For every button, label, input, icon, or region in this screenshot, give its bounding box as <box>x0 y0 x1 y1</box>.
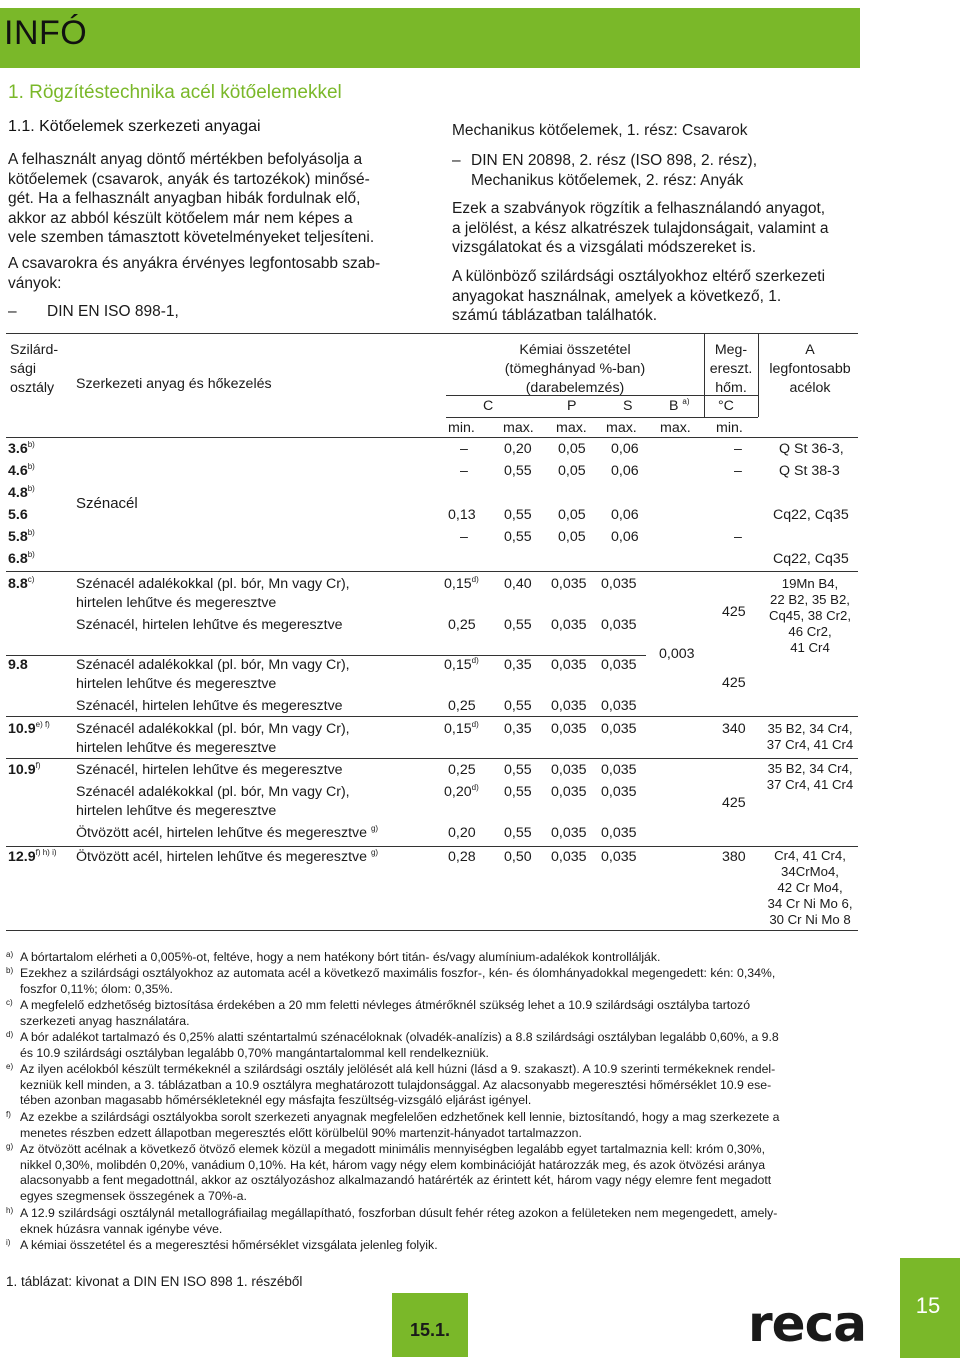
strength-class <box>8 528 35 547</box>
text-line: Az ezekbe a szilárdsági osztályokba sorolt szerkezeti anyagnak megfelelően edzhetőnek kell lennie, biztosítandó, hogy a mag szerkezete a <box>20 1110 780 1124</box>
cell-material: Szénacél, hirtelen lehűtve és megeresztve <box>76 698 343 714</box>
header-max: max. <box>503 420 534 436</box>
footnote-mark: a) <box>6 950 14 959</box>
header-line: sági <box>10 361 37 377</box>
cell-material <box>76 824 378 843</box>
text-line: A kémiai összetétel és a megeresztési hőmérséklet vizsgálata jelenleg folyik. <box>20 1238 438 1252</box>
text-line: szerkezeti anyag használatára. <box>20 1013 190 1028</box>
dash-item: – <box>8 303 17 320</box>
footnote-ref: b) <box>27 528 35 537</box>
header-bar <box>0 8 860 68</box>
cell-s-max: 0,035 <box>601 762 637 778</box>
cell-steels: Q St 38-3 <box>779 463 840 479</box>
header-max: max. <box>660 420 691 436</box>
text-line: hirtelen lehűtve és megeresztve <box>76 595 277 611</box>
header-max: max. <box>556 420 587 436</box>
cell-s-max: 0,035 <box>601 721 637 737</box>
table-rule <box>758 333 759 417</box>
text-line: A megfelelő edzhetőség biztosítása érdekében a 20 mm feletti névleges átmérőknél szükség lehet a 10.9 szilárdsági osztályba tartozó <box>20 998 751 1012</box>
table-rule <box>6 758 858 759</box>
cell-material <box>76 656 350 694</box>
text-line: Az ötvözött acélnak a következő ötvöző elemek közül a megadott minimális mennyiségben legalább egyet tartalmaznia kell: króm 0,30%, <box>20 1142 766 1156</box>
class-value: 10.9 <box>8 721 36 737</box>
cell-p-max: 0,035 <box>551 698 587 714</box>
header-line: hőm. <box>715 380 747 396</box>
text-line: A felhasznált anyag döntő mértékben befolyásolja a <box>8 151 363 168</box>
value: Ötvözött acél, hirtelen lehűtve és megeresztve <box>76 825 367 841</box>
footnote-mark: f) <box>6 1110 11 1119</box>
cell-s-max: 0,06 <box>611 463 639 479</box>
cell-c-max: 0,55 <box>504 507 532 523</box>
text-line: ványok: <box>8 274 62 292</box>
class-value: 3.6 <box>8 441 28 457</box>
value: Ötvözött acél, hirtelen lehűtve és megeresztve <box>76 849 367 865</box>
value: 0,15 <box>444 657 472 673</box>
value: 0,15 <box>444 576 472 592</box>
cell-steels <box>762 576 858 656</box>
header-material: Szerkezeti anyag és hőkezelés <box>76 376 272 392</box>
cell-material: Szénacél, hirtelen lehűtve és megeresztve <box>76 617 343 633</box>
cell-p-max: 0,05 <box>558 441 586 457</box>
text-line: Az ilyen acélokból készült termékeknél a szilárdsági osztály jelölését alá kell húzni (lásd a 9. szakaszt). A 10.9 szerinti termékeknek rendel- <box>20 1062 776 1076</box>
cell-c-max: 0,55 <box>504 784 532 800</box>
footnote-ref: b) <box>27 440 35 449</box>
value: 0,20 <box>444 784 472 800</box>
text-line: a jelölést, a kész alkatrészek tulajdonságait, valamint a <box>452 219 829 237</box>
class-value: 12.9 <box>8 849 36 865</box>
cell-s-max: 0,06 <box>611 529 639 545</box>
header-degrees: °C <box>718 398 734 414</box>
footnote-ref: d) <box>471 656 479 665</box>
class-value: 9.8 <box>8 657 28 673</box>
text-line: 19Mn B4, <box>781 576 839 591</box>
text-line: egyes szegmensek összegének a 70%-a. <box>20 1188 247 1203</box>
cell-material <box>76 720 350 758</box>
cell-s-max: 0,035 <box>601 657 637 673</box>
strength-class <box>8 575 34 594</box>
table-rule <box>6 571 858 572</box>
text-line: 37 Cr4, 41 Cr4 <box>766 777 854 792</box>
footnote-ref: d) <box>471 783 479 792</box>
text-line: Szénacél adalékokkal (pl. bór, Mn vagy Cr), <box>76 657 350 673</box>
header-min: min. <box>448 420 475 436</box>
cell-p-max: 0,05 <box>558 507 586 523</box>
cell-c-min <box>444 656 479 675</box>
text-line: eknek húzásra vannak igénybe véve. <box>20 1221 223 1236</box>
header-line: legfontosabb <box>769 361 851 377</box>
strength-class <box>8 761 41 780</box>
footnote-mark: c) <box>6 998 13 1007</box>
standard-din-en-iso-898-1: DIN EN ISO 898-1, <box>47 303 179 320</box>
cell-steels <box>762 721 858 753</box>
header-b <box>669 397 690 416</box>
cell-p-max: 0,035 <box>551 784 587 800</box>
footnote-ref: c) <box>27 575 35 584</box>
text-line: A csavarokra és anyákra érvényes legfontosabb szab- <box>8 255 381 272</box>
header-strength-class <box>10 341 58 398</box>
table-rule <box>6 930 858 931</box>
header-line: acélok <box>789 380 831 396</box>
cell-c-min: 0,20 <box>448 825 476 841</box>
text-line: hirtelen lehűtve és megeresztve <box>76 740 277 756</box>
footnote-ref: d) <box>471 575 479 584</box>
footnote-mark: b) <box>6 966 14 975</box>
table-caption: 1. táblázat: kivonat a DIN EN ISO 898 1. részéből <box>6 1274 303 1289</box>
cell-p-max: 0,035 <box>551 849 587 865</box>
cell-c-min: – <box>460 441 468 457</box>
page-number: 15 <box>915 1293 941 1318</box>
cell-s-max: 0,035 <box>601 849 637 865</box>
class-value: 5.6 <box>8 507 28 523</box>
text-line: A bórtartalom elérheti a 0,005%-ot, feltéve, hogy a nem hatékony bórt titán- és/vagy alumínium-adalékok kontrollálják. <box>20 950 661 964</box>
cell-s-max: 0,06 <box>611 441 639 457</box>
text-line: hirtelen lehűtve és megeresztve <box>76 803 277 819</box>
text-line: Cr4, 41 Cr4, <box>774 848 846 863</box>
text-line: Szénacél adalékokkal (pl. bór, Mn vagy Cr), <box>76 721 350 737</box>
text-line: és 10.9 szilárdsági osztályban legalább 0,70% mangántartalommal kell rendelkezniük. <box>20 1045 489 1060</box>
text-line: nikkel 0,30%, molibdén 0,20%, vanádium 0,10%. Ha két, három vagy négy elem kombinációját határozzák meg, és azok ötvözési aránya <box>20 1157 766 1172</box>
cell-steels <box>762 848 858 928</box>
footnote-ref: g) <box>370 848 379 857</box>
cell-c-max: 0,20 <box>504 441 532 457</box>
text-line: akkor az abból készült kötőelem már nem képes a <box>8 209 353 227</box>
cell-c-min: 0,28 <box>448 849 476 865</box>
cell-material <box>76 783 350 821</box>
cell-c-min <box>444 783 479 802</box>
text-line: Ezek a szabványok rögzítik a felhasználandó anyagot, <box>452 200 826 217</box>
cell-steels: Cq22, Cq35 <box>773 507 849 523</box>
cell-material: Szénacél, hirtelen lehűtve és megeresztve <box>76 762 343 778</box>
cell-c-min: 0,25 <box>448 698 476 714</box>
cell-c-max: 0,55 <box>504 529 532 545</box>
cell-c-max: 0,35 <box>504 657 532 673</box>
strength-class <box>8 656 28 675</box>
header-tempering-temp <box>704 341 758 398</box>
strength-class <box>8 440 35 459</box>
cell-temp: 340 <box>722 721 746 737</box>
footnote-ref: g) <box>370 824 379 833</box>
table-rule <box>6 333 858 334</box>
cell-steels: Cq22, Cq35 <box>773 551 849 567</box>
strength-class <box>8 506 28 525</box>
cell-c-max: 0,35 <box>504 721 532 737</box>
text-line: 41 Cr4 <box>790 640 830 655</box>
text-line: Mechanikus kötőelemek, 2. rész: Anyák <box>471 171 744 189</box>
reca-logo: reca <box>748 1295 866 1353</box>
standards-paragraph <box>452 199 862 258</box>
cell-temp: 380 <box>722 849 746 865</box>
text-line: A 12.9 szilárdsági osztálynál metallográfiailag megállapítható, foszforban dúsult fehér réteg azokon a felületeken nem megengedett, amely- <box>20 1206 778 1220</box>
cell-s-max: 0,035 <box>601 825 637 841</box>
text-line: A bór adalékot tartalmazó és 0,25% alatti széntartalmú szénacéloknak (olvadék-analízis) a 8.8 szilárdsági osztályban legalább 0,60%, a 9.8 <box>20 1030 779 1044</box>
standard-description: Mechanikus kötőelemek, 1. rész: Csavarok <box>452 122 748 139</box>
footnote-ref: b) <box>27 550 35 559</box>
cell-s-max: 0,06 <box>611 507 639 523</box>
cell-temp: – <box>734 529 742 545</box>
cell-c-max: 0,50 <box>504 849 532 865</box>
dash-item: – <box>452 152 461 169</box>
header-c: C <box>483 398 494 414</box>
cell-material <box>76 848 378 867</box>
cell-c-max: 0,55 <box>504 617 532 633</box>
strength-class <box>8 462 35 481</box>
material-carbon-steel: Szénacél <box>76 495 138 512</box>
header-line: Meg- <box>714 342 748 358</box>
cell-s-max: 0,035 <box>601 576 637 592</box>
header-line: ereszt. <box>709 361 753 377</box>
standards-intro <box>8 254 418 293</box>
class-value: 8.8 <box>8 576 28 592</box>
table-rule <box>446 417 758 418</box>
header-line: (tömeghányad %-ban) <box>504 361 646 377</box>
text-line: vele szemben támasztott követelményeket teljesíteni. <box>8 229 375 246</box>
value: 0,15 <box>444 721 472 737</box>
header-s: S <box>623 398 633 414</box>
class-value: 10.9 <box>8 762 36 778</box>
cell-c-max: 0,55 <box>504 698 532 714</box>
cell-temp: – <box>734 441 742 457</box>
cell-c-min: – <box>460 463 468 479</box>
cell-temp: 425 <box>722 795 746 811</box>
cell-b-max: 0,003 <box>659 646 695 662</box>
intro-paragraph <box>8 150 418 248</box>
cell-steels <box>762 761 858 793</box>
strength-class <box>8 720 50 739</box>
cell-p-max: 0,035 <box>551 825 587 841</box>
cell-p-max: 0,035 <box>551 762 587 778</box>
cell-temp: – <box>734 463 742 479</box>
strength-class <box>8 484 35 503</box>
cell-c-max: 0,55 <box>504 762 532 778</box>
cell-c-max: 0,55 <box>504 825 532 841</box>
table-reference-paragraph <box>452 267 862 326</box>
subsection-title: 1.1. Kötőelemek szerkezeti anyagai <box>8 118 261 135</box>
footnote-mark: i) <box>6 1238 11 1247</box>
cell-s-max: 0,035 <box>601 698 637 714</box>
text-line: anyagokat használnak, amelyek a következő, 1. <box>452 287 782 305</box>
text-line: 34 Cr Ni Mo 6, <box>767 896 853 911</box>
text-line: 37 Cr4, 41 Cr4 <box>766 737 854 752</box>
cell-c-min <box>444 575 479 594</box>
cell-material <box>76 575 350 613</box>
cell-c-max: 0,55 <box>504 463 532 479</box>
footnote-mark: g) <box>6 1142 14 1151</box>
footnote-mark: d) <box>6 1030 14 1039</box>
footnote-ref: a) <box>682 397 690 406</box>
header-p: P <box>567 398 577 414</box>
cell-p-max: 0,035 <box>551 617 587 633</box>
text-line: menetes részben edzett állapotban megeresztés előtt körülbelül 90% martenzit-hányadot tartalmazzon. <box>20 1125 582 1140</box>
class-value: 4.8 <box>8 485 28 501</box>
text-line: Ezekhez a szilárdsági osztályokhoz az automata acél a következő maximális foszfor-, kén- és ólomhányadokkal megengedett: kén: 0,34%, <box>20 966 776 980</box>
text-line: Szénacél adalékokkal (pl. bór, Mn vagy Cr), <box>76 576 350 592</box>
text-line: kezniük kell minden, a 3. táblázatban a 10.9 osztályra meghatározott tulajdonsággal. Az alacsonyabb megeresztési hőmérséklet 10.9 ese- <box>20 1077 772 1092</box>
section-number: 15.1. <box>409 1320 451 1340</box>
footnote-ref: b) <box>27 462 35 471</box>
text-line: gét. Ha a felhasznált anyagban hibák fordulnak elő, <box>8 190 361 207</box>
header-line: A <box>805 342 815 358</box>
header-line: Szilárd- <box>10 342 59 358</box>
cell-temp: 425 <box>722 675 746 691</box>
cell-s-max: 0,035 <box>601 617 637 633</box>
text-line: 34CrMo4, <box>781 864 839 879</box>
strength-class <box>8 848 57 867</box>
table-rule <box>6 716 858 717</box>
text-line: 30 Cr Ni Mo 8 <box>769 912 851 927</box>
header-min: min. <box>716 420 743 436</box>
cell-p-max: 0,05 <box>558 463 586 479</box>
text-line: 35 B2, 34 Cr4, <box>767 721 853 736</box>
header-line: Kémiai összetétel <box>519 342 631 358</box>
text-line: alacsonyabb a fent megadottnál, akkor az osztályozáshoz alkalmazandó határérték az érintett két, három vagy négy elemre fent megadott <box>20 1173 772 1187</box>
strength-class <box>8 550 35 569</box>
standard-din-en-20898 <box>471 151 757 190</box>
text-line: Cq45, 38 Cr2, <box>768 608 852 623</box>
cell-p-max: 0,035 <box>551 721 587 737</box>
footnote-mark: e) <box>6 1062 14 1071</box>
cell-c-min: – <box>460 529 468 545</box>
text-line: DIN EN 20898, 2. rész (ISO 898, 2. rész), <box>471 152 758 169</box>
page-header-title: INFÓ <box>4 14 88 52</box>
class-value: 6.8 <box>8 551 28 567</box>
text-line: vizsgálatokat és a vizsgálati módszereket is. <box>452 239 757 256</box>
header-max: max. <box>606 420 637 436</box>
class-value: 5.8 <box>8 529 28 545</box>
text-line: kötőelemek (csavarok, anyák és tartozékok) minősé- <box>8 170 370 188</box>
cell-s-max: 0,035 <box>601 784 637 800</box>
text-line: 22 B2, 35 B2, <box>770 592 850 607</box>
cell-c-min <box>444 720 479 739</box>
cell-p-max: 0,035 <box>551 657 587 673</box>
text-line: 42 Cr Mo4, <box>777 880 843 895</box>
header-main-steels <box>762 341 858 398</box>
header-line: (darabelemzés) <box>525 380 625 396</box>
footnote-ref: b) <box>27 484 35 493</box>
footnote-ref: f) h) i) <box>35 848 57 857</box>
footnote-ref: d) <box>471 720 479 729</box>
cell-temp: 425 <box>722 604 746 620</box>
class-value: 4.6 <box>8 463 28 479</box>
cell-p-max: 0,05 <box>558 529 586 545</box>
header-chemical-composition <box>446 341 704 398</box>
text-line: foszfor 0,11%; ólom: 0,35%. <box>20 981 173 996</box>
section-title: 1. Rögzítéstechnika acél kötőelemekkel <box>8 82 342 103</box>
cell-p-max: 0,035 <box>551 576 587 592</box>
header-b-label: B <box>669 398 679 414</box>
text-line: hirtelen lehűtve és megeresztve <box>76 676 277 692</box>
cell-c-min: 0,25 <box>448 762 476 778</box>
text-line: A különböző szilárdsági osztályokhoz eltérő szerkezeti <box>452 268 826 285</box>
header-line: osztály <box>10 380 55 396</box>
text-line: számú táblázatban találhatók. <box>452 307 658 324</box>
text-line: 46 Cr2, <box>788 624 832 639</box>
text-line: Szénacél adalékokkal (pl. bór, Mn vagy Cr), <box>76 784 350 800</box>
cell-c-min: 0,13 <box>448 507 476 523</box>
table-rule <box>6 846 858 847</box>
footnote-mark: h) <box>6 1206 14 1215</box>
footnote-ref: f) <box>35 761 41 770</box>
text-line: tében azonban magasabb hőmérsékleteknél egy másfajta feszültség-vizsgáló eljárást igényel. <box>20 1093 532 1107</box>
cell-c-min: 0,25 <box>448 617 476 633</box>
footnote-ref: e) f) <box>35 720 50 729</box>
cell-c-max: 0,40 <box>504 576 532 592</box>
cell-steels: Q St 36-3, <box>779 441 844 457</box>
text-line: 35 B2, 34 Cr4, <box>767 761 853 776</box>
